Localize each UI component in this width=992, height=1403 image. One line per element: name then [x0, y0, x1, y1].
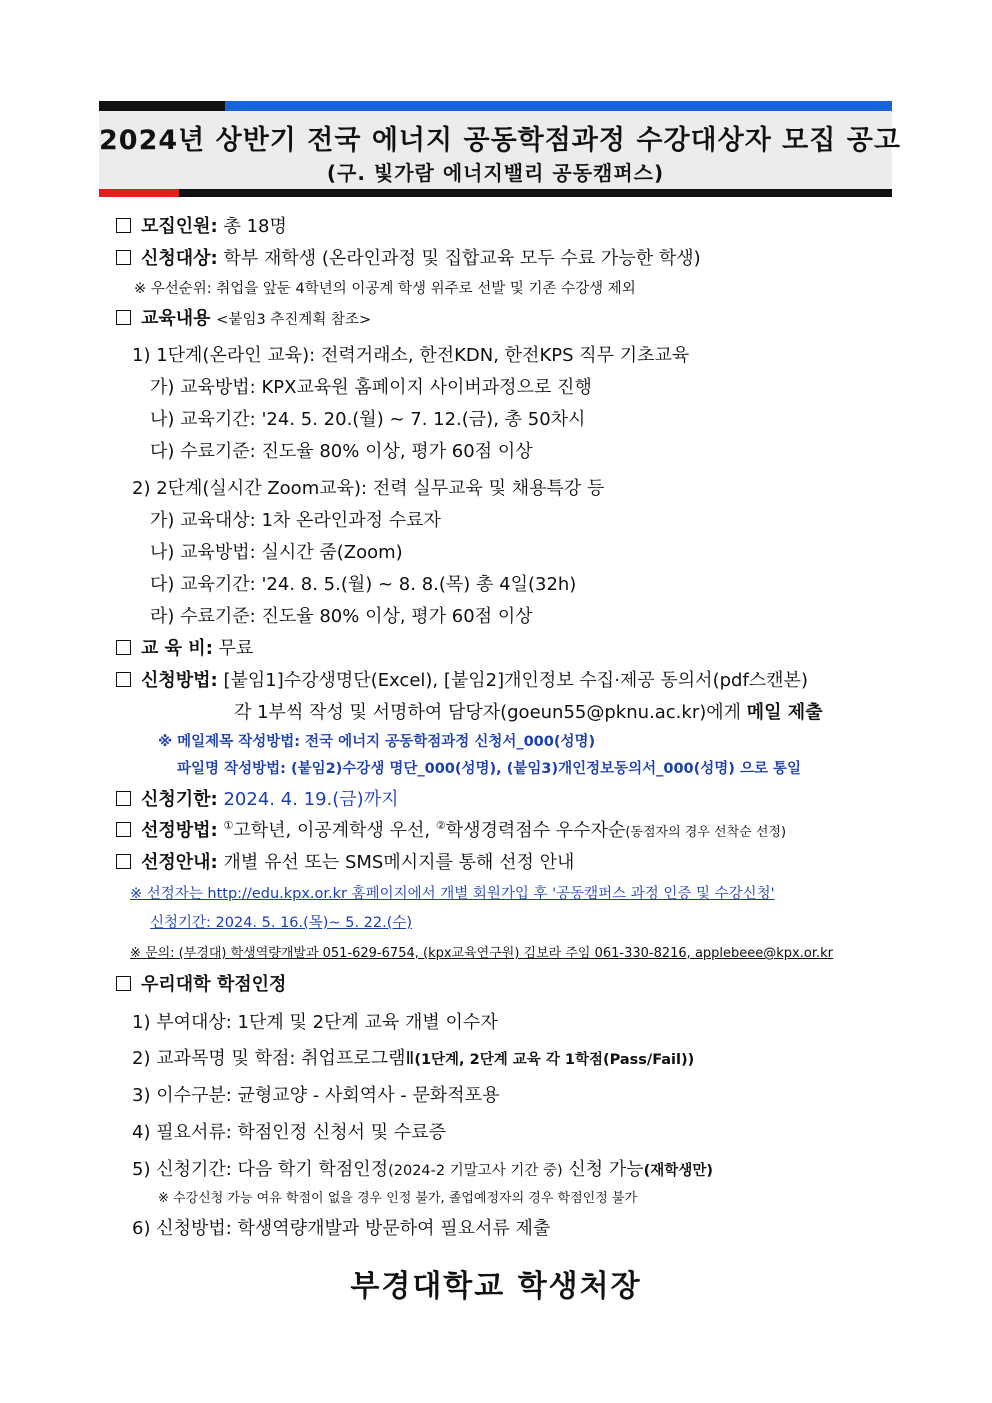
notice-value: 개별 유선 또는 SMS메시지를 통해 선정 안내	[223, 852, 575, 873]
circled-one: ①	[223, 819, 234, 832]
stage1-item: 다) 수료기준: 진도율 80% 이상, 평가 60점 이상	[150, 441, 533, 462]
credit-item	[132, 1044, 694, 1070]
credit-i2b: (1단계, 2단계 교육 각 1학점(Pass/Fail))	[414, 1052, 695, 1068]
credit-i5c: 신청 가능	[568, 1159, 644, 1180]
deadline-label: 신청기한:	[141, 789, 218, 810]
checkbox-square-icon	[116, 250, 131, 265]
credit-i5a: 5) 신청기간: 다음 학기 학점인정	[132, 1159, 389, 1180]
stage1-item: 가) 교육방법: KPX교육원 홈페이지 사이버과정으로 진행	[150, 377, 592, 398]
checkbox-square-icon	[116, 822, 131, 837]
credit-row	[116, 970, 286, 996]
credit-i5b: (2024-2 기말고사 기간 중)	[388, 1163, 563, 1179]
checkbox-square-icon	[116, 310, 131, 325]
stage2-item: 나) 교육방법: 실시간 줌(Zoom)	[150, 542, 403, 563]
stage1-item: 나) 교육기간: '24. 5. 20.(월) ~ 7. 12.(금), 총 50차시	[150, 409, 586, 430]
content-ref: <붙임3 추진계획 참조>	[216, 312, 372, 328]
selection-v1: 고학년, 이공계학생 우선,	[233, 820, 431, 841]
selection-label: 선정방법:	[141, 820, 218, 841]
fee-label: 교 육 비:	[141, 638, 213, 659]
circled-two: ②	[435, 819, 446, 832]
credit-item	[132, 1155, 713, 1181]
apply-note2: 파일명 작성방법: (붙임2)수강생 명단_000(성명), (붙임3)개인정보동의서_000(성명) 으로 통일	[177, 761, 802, 777]
stage2-desc: 전력 실무교육 및 채용특강 등	[372, 478, 605, 499]
content-row	[116, 304, 371, 330]
stage2-item: 다) 교육기간: '24. 8. 5.(월) ~ 8. 8.(목) 총 4일(32h)	[150, 574, 577, 595]
target-label: 신청대상:	[141, 248, 218, 269]
selection-v2: 학생경력점수 우수자순	[445, 820, 626, 841]
page-subtitle: (구. 빛가람 에너지밸리 공동캠퍼스)	[326, 161, 665, 185]
stage2-label: 2) 2단계(실시간 Zoom교육):	[132, 478, 368, 499]
stage1-row	[132, 341, 689, 367]
credit-item: 6) 신청방법: 학생역량개발과 방문하여 필요서류 제출	[132, 1218, 551, 1239]
credit-item: 1) 부여대상: 1단계 및 2단계 교육 개별 이수자	[132, 1012, 498, 1033]
credit-item: 3) 이수구분: 균형교양 - 사회역사 - 문화적포용	[132, 1085, 500, 1106]
fee-value: 무료	[218, 638, 254, 659]
page-title: 2024년 상반기 전국 에너지 공동학점과정 수강대상자 모집 공고	[99, 125, 901, 156]
credit-i2a: 2) 교과목명 및 학점: 취업프로그램Ⅱ	[132, 1048, 415, 1069]
credit-note: ※ 수강신청 가능 여유 학점이 없을 경우 인정 불가, 졸업예정자의 경우 학점인정 불가	[158, 1191, 638, 1206]
credit-label: 우리대학 학점인정	[141, 974, 287, 995]
apply-line2a: 각 1부씩 작성 및 서명하여 담당자(goeun55@pknu.ac.kr)에게	[234, 702, 742, 723]
notice-note1: ※ 선정자는 http://edu.kpx.or.kr 홈페이지에서 개별 회원가입 후 '공동캠퍼스 과정 인증 및 수강신청'	[130, 886, 775, 902]
header-bar-blue	[225, 101, 892, 111]
target-row	[116, 244, 701, 270]
fee-row	[116, 634, 253, 660]
notice-label: 선정안내:	[141, 852, 218, 873]
stage1-label: 1) 1단계(온라인 교육):	[132, 345, 316, 366]
target-value: 학부 재학생 (온라인과정 및 집합교육 모두 수료 가능한 학생)	[223, 248, 701, 269]
header-box	[99, 101, 901, 197]
credit-i5d: (재학생만)	[643, 1163, 713, 1179]
apply-line1: [붙임1]수강생명단(Excel), [붙임2]개인정보 수집·제공 동의서(pdf스캔본)	[223, 670, 808, 691]
deadline-value: 2024. 4. 19.(금)까지	[223, 789, 399, 810]
stage2-row	[132, 474, 604, 500]
checkbox-square-icon	[116, 976, 131, 991]
header-bar-black-bottom	[179, 189, 892, 197]
apply-line2	[234, 698, 823, 724]
checkbox-square-icon	[116, 791, 131, 806]
notice-note3: ※ 문의: (부경대) 학생역량개발과 051-629-6754, (kpx교육연구원) 김보라 주임 061-330-8216, applebeee@kpx.or.kr	[130, 946, 833, 961]
stage2-item: 라) 수료기준: 진도율 80% 이상, 평가 60점 이상	[150, 606, 533, 627]
checkbox-square-icon	[116, 854, 131, 869]
apply-label: 신청방법:	[141, 670, 218, 691]
notice-row	[116, 848, 574, 874]
recruit-row	[116, 212, 287, 238]
header-bar-black	[99, 101, 225, 111]
target-note: ※ 우선순위: 취업을 앞둔 4학년의 이공계 학생 위주로 선발 및 기존 수강생 제외	[134, 281, 636, 297]
deadline-row	[116, 785, 398, 811]
selection-row	[116, 816, 786, 842]
credit-item: 4) 필요서류: 학점인정 신청서 및 수료증	[132, 1122, 446, 1143]
selection-v3: (동점자의 경우 선착순 선정)	[625, 825, 787, 840]
apply-row	[116, 666, 808, 692]
apply-line2b: 메일 제출	[746, 702, 823, 723]
notice-note2: 신청기간: 2024. 5. 16.(목)~ 5. 22.(수)	[150, 915, 413, 931]
checkbox-square-icon	[116, 672, 131, 687]
recruit-value: 총 18명	[223, 216, 287, 237]
header-bar-red	[99, 189, 179, 197]
checkbox-square-icon	[116, 640, 131, 655]
signature: 부경대학교 학생처장	[350, 1269, 642, 1304]
stage2-item: 가) 교육대상: 1차 온라인과정 수료자	[150, 510, 441, 531]
recruit-label: 모집인원:	[141, 216, 218, 237]
content-label: 교육내용	[141, 308, 211, 329]
stage1-desc: 전력거래소, 한전KDN, 한전KPS 직무 기초교육	[320, 345, 690, 366]
apply-note1: ※ 메일제목 작성방법: 전국 에너지 공동학점과정 신청서_000(성명)	[158, 734, 596, 750]
checkbox-square-icon	[116, 218, 131, 233]
